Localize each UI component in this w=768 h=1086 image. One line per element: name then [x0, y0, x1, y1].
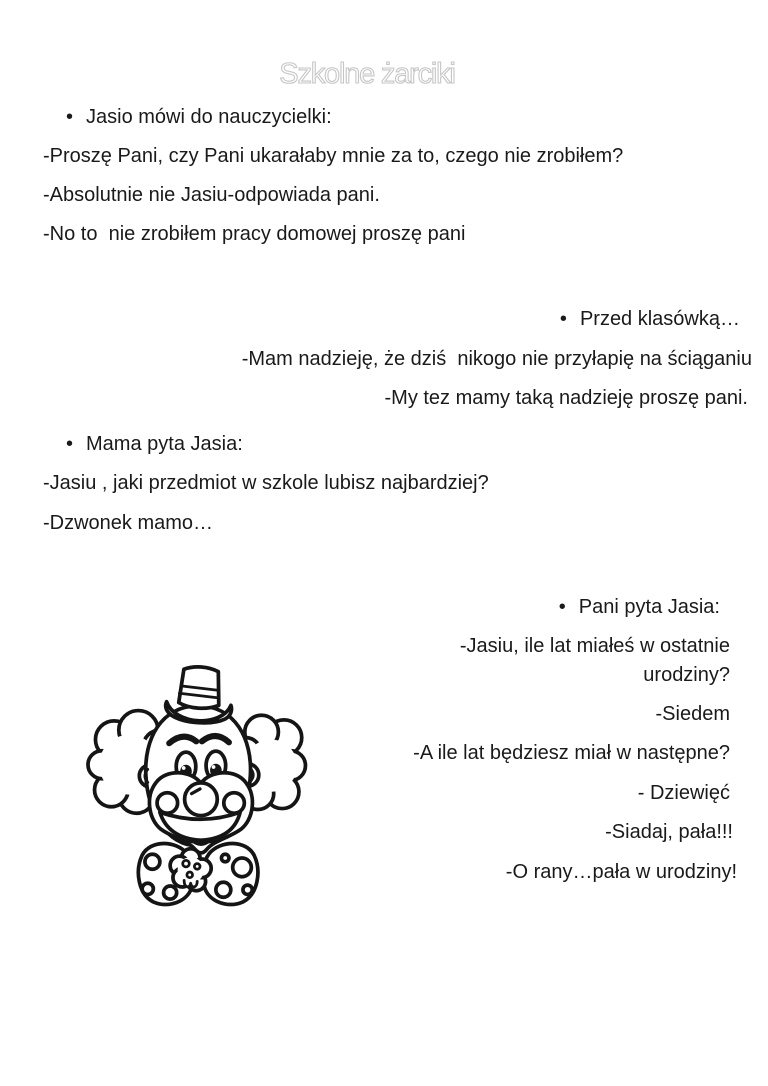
joke3-heading	[43, 430, 243, 459]
joke2-heading	[560, 305, 740, 334]
clown-cheek-left	[157, 793, 178, 814]
joke4-line-2: urodziny?	[643, 664, 730, 686]
bullet-icon: •	[559, 308, 567, 330]
joke4-line-5: - Dziewięć	[637, 782, 730, 804]
joke4-line-3: -Siedem	[655, 703, 730, 725]
clown-cheek-right	[224, 793, 245, 814]
bullet-icon: •	[558, 596, 566, 618]
joke3-line-2: -Dzwonek mamo…	[43, 512, 214, 534]
joke1-line-2: -Absolutnie nie Jasiu-odpowiada pani.	[43, 184, 380, 206]
joke2-heading-text: Przed klasówką…	[579, 308, 740, 330]
clown-bowtie	[138, 843, 257, 904]
joke3-line-1: -Jasiu , jaki przedmiot w szkole lubisz najbardziej?	[43, 472, 489, 494]
joke4-line-7: -O rany…pała w urodziny!	[505, 861, 737, 883]
joke1-heading-text: Jasio mówi do nauczycielki:	[86, 106, 332, 128]
joke1-line-3: -No to nie zrobiłem pracy domowej proszę pani	[43, 223, 466, 245]
joke4-heading-text: Pani pyta Jasia:	[578, 596, 720, 618]
joke4-line-4: -A ile lat będziesz miał w następne?	[413, 742, 730, 764]
joke3-heading-text: Mama pyta Jasia:	[86, 433, 243, 455]
clown-illustration	[60, 646, 340, 917]
joke2-line-1: -Mam nadzieję, że dziś nikogo nie przyłapię na ściąganiu	[241, 348, 752, 370]
bullet-icon: •	[66, 106, 74, 128]
joke1-line-1: -Proszę Pani, czy Pani ukarałaby mnie za to, czego nie zrobiłem?	[43, 145, 624, 167]
joke4-line-6: -Siadaj, pała!!!	[605, 821, 733, 843]
joke4-heading	[559, 593, 720, 622]
joke2-line-2: -My tez mamy taką nadzieję proszę pani.	[384, 387, 748, 409]
page-title: Szkolne żarciki	[279, 58, 455, 90]
bullet-icon: •	[66, 433, 74, 455]
joke4-line-1: -Jasiu, ile lat miałeś w ostatnie	[459, 635, 730, 657]
joke1-heading	[43, 103, 332, 132]
